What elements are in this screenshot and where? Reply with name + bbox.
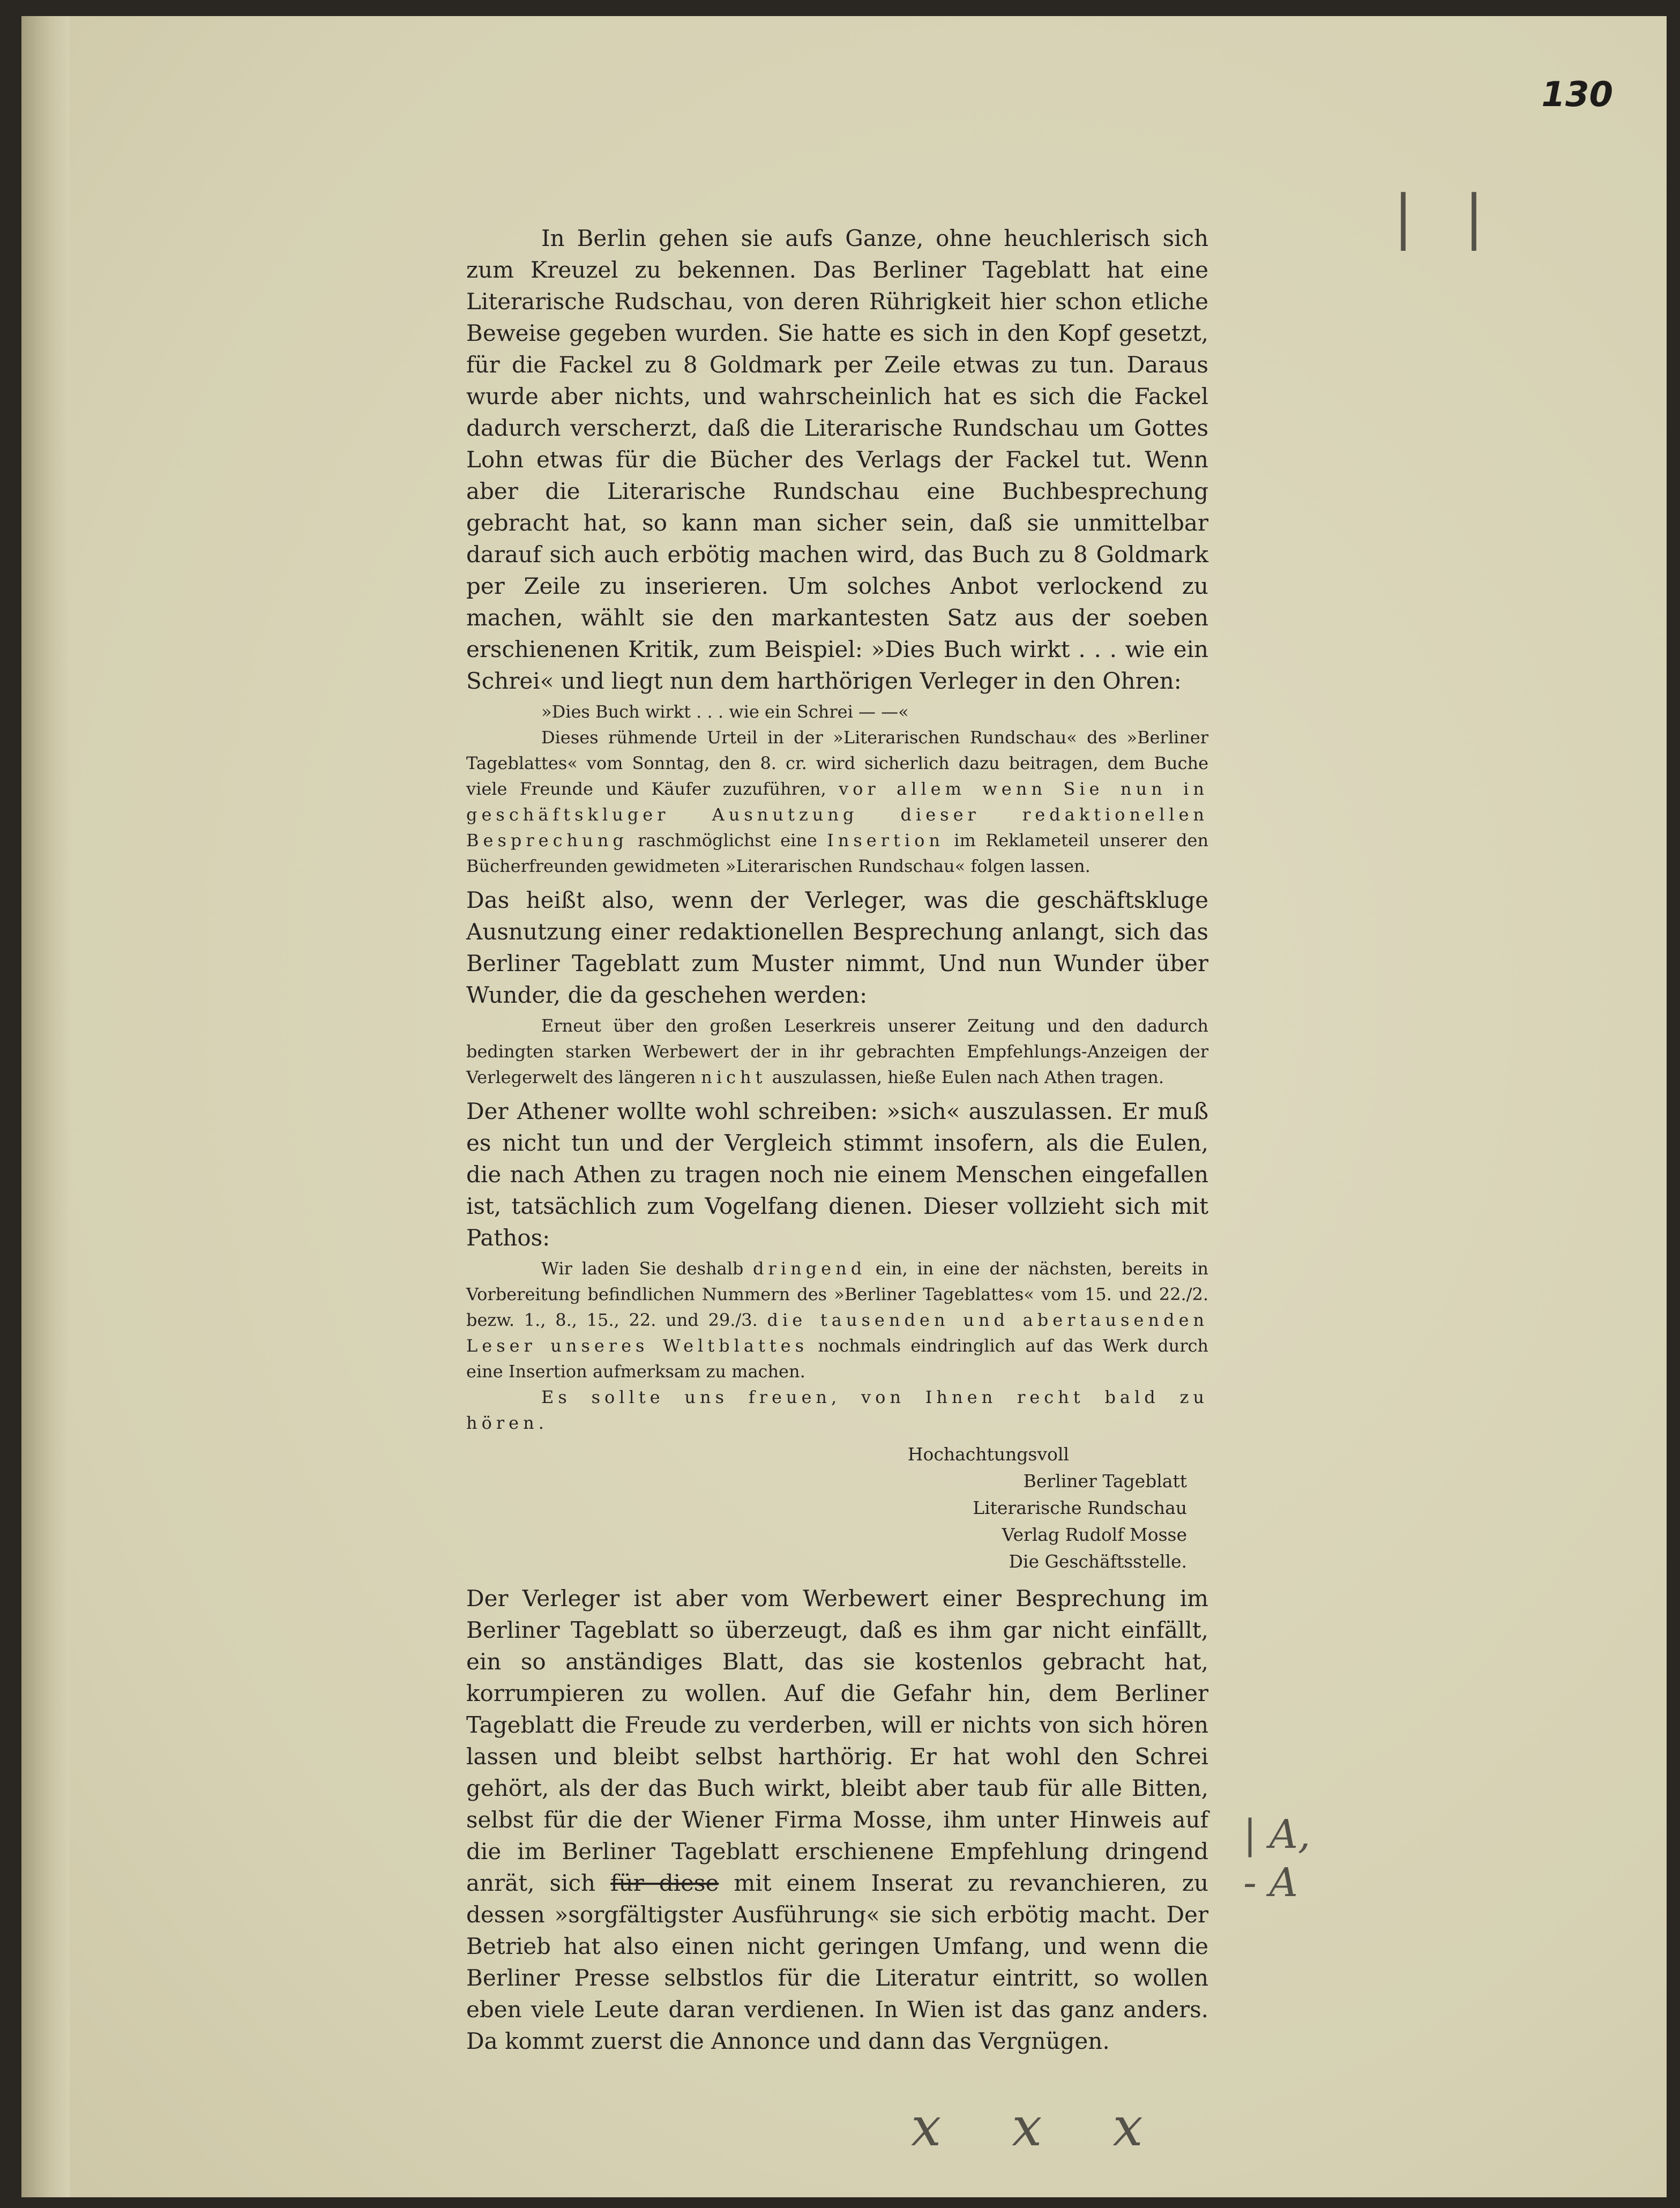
quote-2-part-a: Erneut über den großen Leserkreis unserer Zeitung und den dadurch bedingten starken Werbewert der in ihr gebrachten Empfehlungs-Anzeigen der Verlegerwelt des längeren	[466, 1016, 1208, 1087]
quote-1-part-a: Dieses rühmende Urteil in der »Literarischen Rundschau« des »Berliner Tageblattes« vom Sonntag, den 8. cr. wird sicherlich dazu beitragen, dem Buche viele Freunde und Käufer zuzuführen,	[466, 727, 1208, 799]
quote-3	[466, 1256, 1208, 1384]
quote-3-part-d: die tausenden und abertausenden Leser unseres Weltblattes	[466, 1310, 1209, 1356]
quote-2-part-b: nicht	[701, 1067, 767, 1087]
signature-line-2: Literarische Rundschau	[973, 1497, 1187, 1518]
quote-1-part-e: im Reklameteil unserer den Bücherfreunden gewidmeten »Literarischen Rundschau« folgen lassen.	[466, 830, 1209, 876]
quote-1	[466, 699, 1208, 879]
quote-3-part-a: Wir laden Sie deshalb	[541, 1258, 744, 1279]
quote-1-part-d: Insertion	[827, 830, 944, 851]
paragraph-1: In Berlin gehen sie aufs Ganze, ohne heuchlerisch sich zum Kreuzel zu bekennen. Das Berliner Tageblatt hat eine Literarische Rudschau, von deren Rührigkeit hier schon etliche Beweise gegeben wurden. Sie hatte es sich in den Kopf gesetzt, für die Fackel zu 8 Goldmark per Zeile etwas zu tun. Daraus wurde aber nichts, und wahrscheinlich hat es sich die Fackel dadurch verscherzt, daß die Literarische Rundschau um Gottes Lohn etwas für die Bücher des Verlags der Fackel tut. Wenn aber die Literarische Rundschau eine Buchbesprechung gebracht hat, so kann man sicher sein, daß sie unmittelbar darauf sich auch erbötig machen wird, das Buch zu 8 Goldmark per Zeile zu inserieren. Um solches Anbot verlockend zu machen, wählt sie den markantesten Satz aus der soeben erschienenen Kritik, zum Beispiel: »Dies Buch wirkt . . . wie ein Schrei« und liegt nun dem harthörigen Verleger in den Ohren:	[466, 225, 1208, 694]
article-body	[466, 222, 1208, 2057]
signature-greeting: Hochachtungsvoll	[907, 1444, 1069, 1465]
pencil-mark-top: | |	[1393, 182, 1500, 251]
paragraph-4-part-b: mit einem Inserat zu revanchieren, zu dessen »sorgfältigster Ausführung« sie sich erbötig macht. Der Betrieb hat also einen nicht geringen Umfang, und wenn die Berliner Presse selbstlos für die Literatur eintritt, so wollen eben viele Leute daran verdienen. In Wien ist das ganz anders. Da kommt zuerst die Annonce und dann das Vergnügen.	[466, 1870, 1208, 2054]
quote-1-body	[466, 725, 1208, 879]
pencil-mark-margin-1: | A,	[1243, 1811, 1311, 1858]
signature-line-1: Berliner Tageblatt	[1023, 1471, 1187, 1491]
paragraph-2: Das heißt also, wenn der Verleger, was die geschäftskluge Ausnutzung einer redaktionellen Besprechung anlangt, sich das Berliner Tageblatt zum Muster nimmt, Und nun Wunder über Wunder, die da geschehen werden:	[466, 887, 1208, 1008]
quote-3-part-b: dringend	[753, 1258, 867, 1279]
document-page	[21, 16, 1667, 2197]
quote-4: Es sollte uns freuen, von Ihnen recht bald zu hören.	[466, 1387, 1208, 1433]
quote-1-heading: »Dies Buch wirkt . . . wie ein Schrei — —«	[541, 702, 909, 722]
quote-1-part-b: vor allem wenn Sie nun in geschäftskluger Ausnutzung dieser redaktionellen Besprechung	[466, 779, 1209, 851]
signature-line-4: Die Geschäftsstelle.	[1009, 1551, 1187, 1572]
pencil-mark-bottom: x x x	[911, 2095, 1170, 2158]
quote-3-part-e: nochmals eindringlich auf das Werk durch eine Insertion aufmerksam zu machen.	[466, 1336, 1209, 1382]
paragraph-3: Der Athener wollte wohl schreiben: »sich« auszulassen. Er muß es nicht tun und der Vergleich stimmt insofern, als die Eulen, die nach Athen zu tragen noch nie einem Menschen eingefallen ist, tatsächlich zum Vogelfang dienen. Dieser vollzieht sich mit Pathos:	[466, 1098, 1208, 1251]
paragraph-4-part-a: Der Verleger ist aber vom Werbewert einer Besprechung im Berliner Tageblatt so überzeugt, daß es ihm gar nicht einfällt, ein so anständiges Blatt, das sie kostenlos gebracht hat, korrumpieren zu wollen. Auf die Gefahr hin, dem Berliner Tageblatt die Freude zu verderben, will er nichts von sich hören lassen und bleibt selbst harthörig. Er hat wohl den Schrei gehört, als der das Buch wirkt, bleibt aber taub für alle Bitten, selbst für die der Wiener Firma Mosse, ihm unter Hinweis auf die im Berliner Tageblatt erschienene Empfehlung dringend anrät, sich	[466, 1585, 1208, 1896]
page-binding-edge	[21, 16, 70, 2197]
pencil-mark-margin-2: - A	[1243, 1860, 1298, 1906]
quote-3-part-c: ein, in eine der nächsten, bereits in Vorbereitung befindlichen Nummern des »Berliner Tageblattes« vom 15. und 22./2. bezw. 1., 8., 15., 22. und 29./3.	[466, 1258, 1209, 1330]
signature-block	[466, 1441, 1208, 1575]
paragraph-4	[466, 1583, 1208, 2057]
quote-2	[466, 1013, 1208, 1090]
quote-2-part-c: auszulassen, hieße Eulen nach Athen tragen.	[772, 1067, 1164, 1087]
paragraph-4-strikethrough: für diese	[610, 1870, 719, 1896]
signature-line-3: Verlag Rudolf Mosse	[1002, 1524, 1187, 1545]
page-number: 130	[1541, 75, 1613, 115]
quote-1-part-c: raschmöglichst eine	[638, 830, 817, 851]
